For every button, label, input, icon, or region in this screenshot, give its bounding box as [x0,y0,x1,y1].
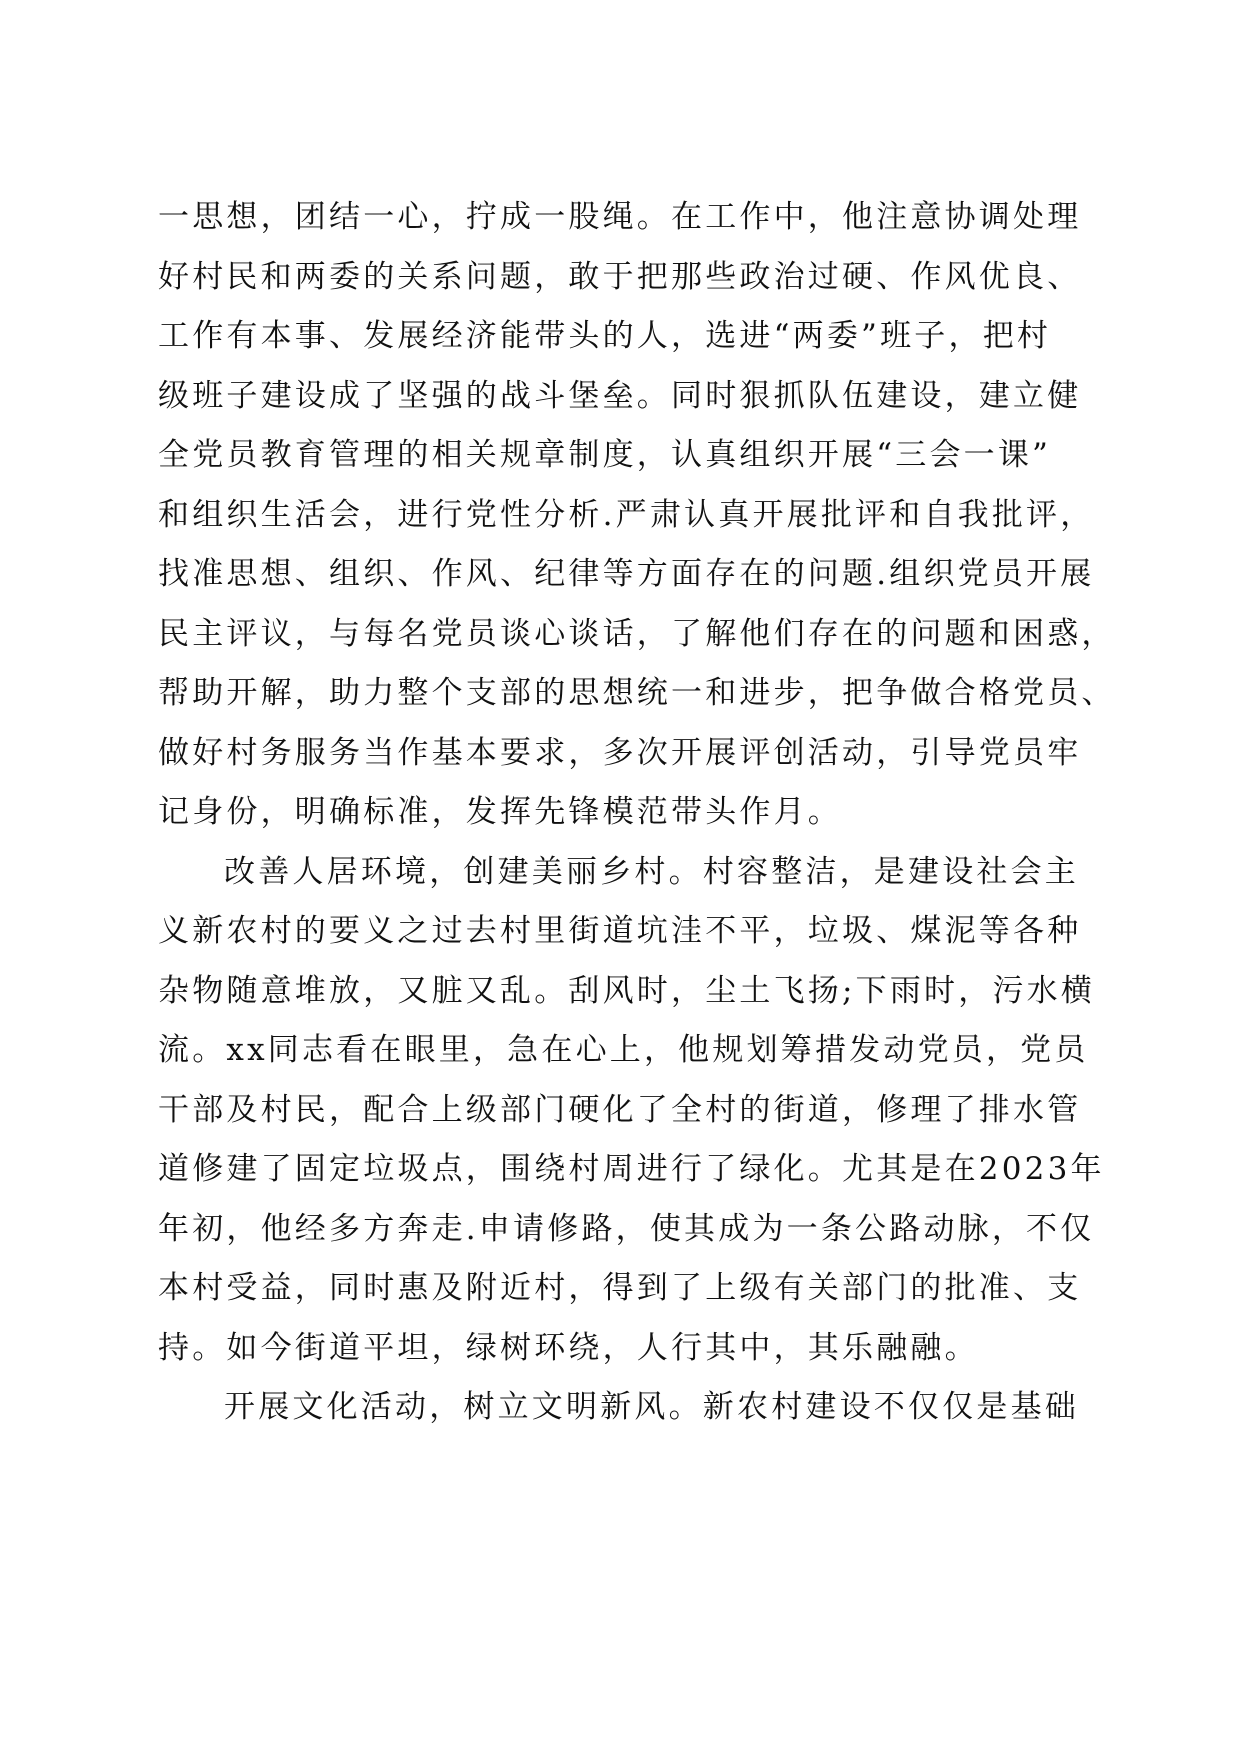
text-line: 流。xx同志看在眼里，急在心上，他规划筹措发动党员，党员 [158,1032,1089,1068]
text-line: 和组织生活会，进行党性分析.严肃认真开展批评和自我批评， [158,496,1095,533]
text-line: 杂物随意堆放，又脏又乱。刮风时，尘土飞扬;下雨时，污水横 [158,972,1096,1009]
text-line: 一思想，团结一心，拧成一股绳。在工作中，他注意协调处理 [158,199,1082,235]
text-line: 持。如今街道平坦，绿树环绕，人行其中，其乐融融。 [158,1329,979,1366]
text-line: 帮助开解，助力整个支部的思想统一和进步，把争做合格党员、 [158,675,1116,711]
text-line: 工作有本事、发展经济能带头的人，选进“两委”班子，把村 [158,318,1052,354]
text-line: 好村民和两委的关系问题，敢于把那些政治过硬、作风优良、 [158,258,1082,295]
text-line: 义新农村的要义之过去村里街道坑洼不平，垃圾、煤泥等各种 [158,913,1082,949]
text-line: 全党员教育管理的相关规章制度，认真组织开展“三会一课” [158,437,1052,473]
paragraph-first-line: 开展文化活动，树立文明新风。新农村建设不仅仅是基础 [224,1389,1079,1425]
text-line: 做好村务服务当作基本要求，多次开展评创活动，引导党员牢 [158,734,1082,771]
text-line: 干部及村民，配合上级部门硬化了全村的街道，修理了排水管 [158,1091,1082,1128]
document-body [158,188,1116,1438]
text-line: 本村受益，同时惠及附近村，得到了上级有关部门的批准、支 [158,1270,1082,1306]
paragraph-first-line: 改善人居环境，创建美丽乡村。村容整洁，是建设社会主 [224,853,1079,890]
text-line: 级班子建设成了坚强的战斗堡垒。同时狠抓队伍建设，建立健 [158,377,1082,414]
text-line: 道修建了固定垃圾点，围绕村周进行了绿化。尤其是在2023年 [158,1151,1105,1187]
text-line: 找准思想、组织、作风、纪律等方面存在的问题.组织党员开展 [158,556,1095,592]
text-line: 民主评议，与每名党员谈心谈话，了解他们存在的问题和困惑， [158,615,1116,652]
text-line: 年初，他经多方奔走.申请修路，使其成为一条公路动脉，不仅 [158,1210,1095,1247]
text-line: 记身份，明确标准，发挥先锋模范带头作月。 [158,794,842,830]
